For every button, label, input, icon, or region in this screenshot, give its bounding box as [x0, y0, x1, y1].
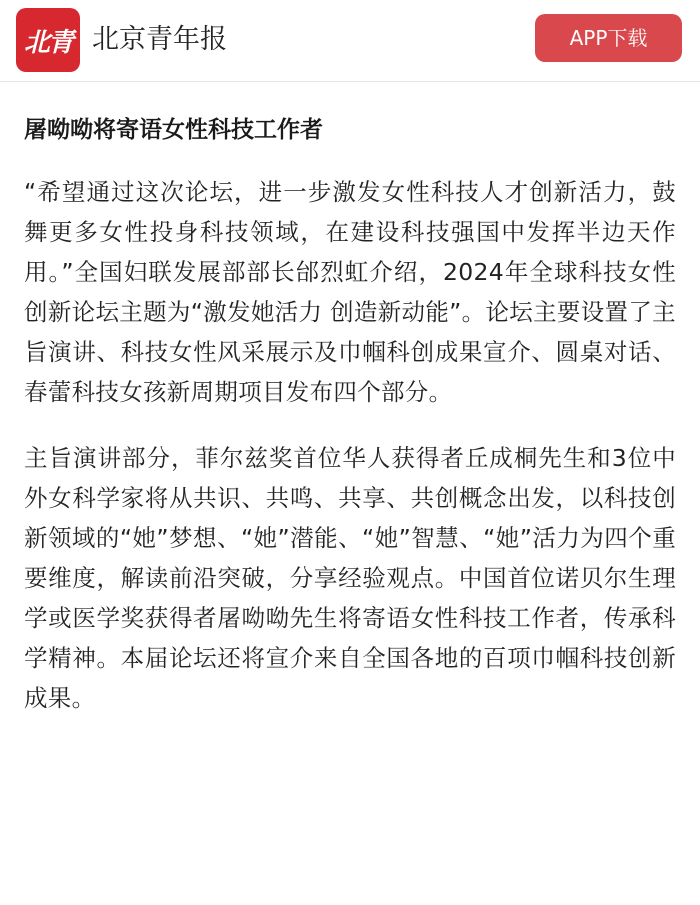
article-title: 屠呦呦将寄语女性科技工作者 [24, 117, 323, 143]
brand-name[interactable]: 北京青年报 [92, 24, 227, 55]
top-bar [0, 0, 700, 82]
article-paragraph-1: “希望通过这次论坛，进一步激发女性科技人才创新活力，鼓舞更多女性投身科技领域，在建设科技强国中发挥半边天作用。”全国妇联发展部部长邰烈虹介绍，2024年全球科技女性创新论坛主题为“激发她活力 创造新动能”。论坛主要设置了主旨演讲、科技女性风采展示及巾帼科创成果宣介、圆桌对话、春蕾科技女孩新周期项目发布四个部分。 [24, 178, 676, 406]
logo-text: 北青 [23, 27, 72, 58]
article-paragraph-2: 主旨演讲部分，菲尔兹奖首位华人获得者丘成桐先生和3位中外女科学家将从共识、共鸣、共享、共创概念出发，以科技创新领域的“她”梦想、“她”潜能、“她”智慧、“她”活力为四个重要维度，解读前沿突破，分享经验观点。中国首位诺贝尔生理学或医学奖获得者屠呦呦先生将寄语女性科技工作者，传承科学精神。本届论坛还将宣介来自全国各地的百项巾帼科技创新成果。 [24, 444, 676, 712]
beiqing-logo-icon[interactable] [16, 8, 80, 72]
app-download-button[interactable]: APP下载 [535, 14, 682, 62]
article-body [0, 114, 700, 718]
